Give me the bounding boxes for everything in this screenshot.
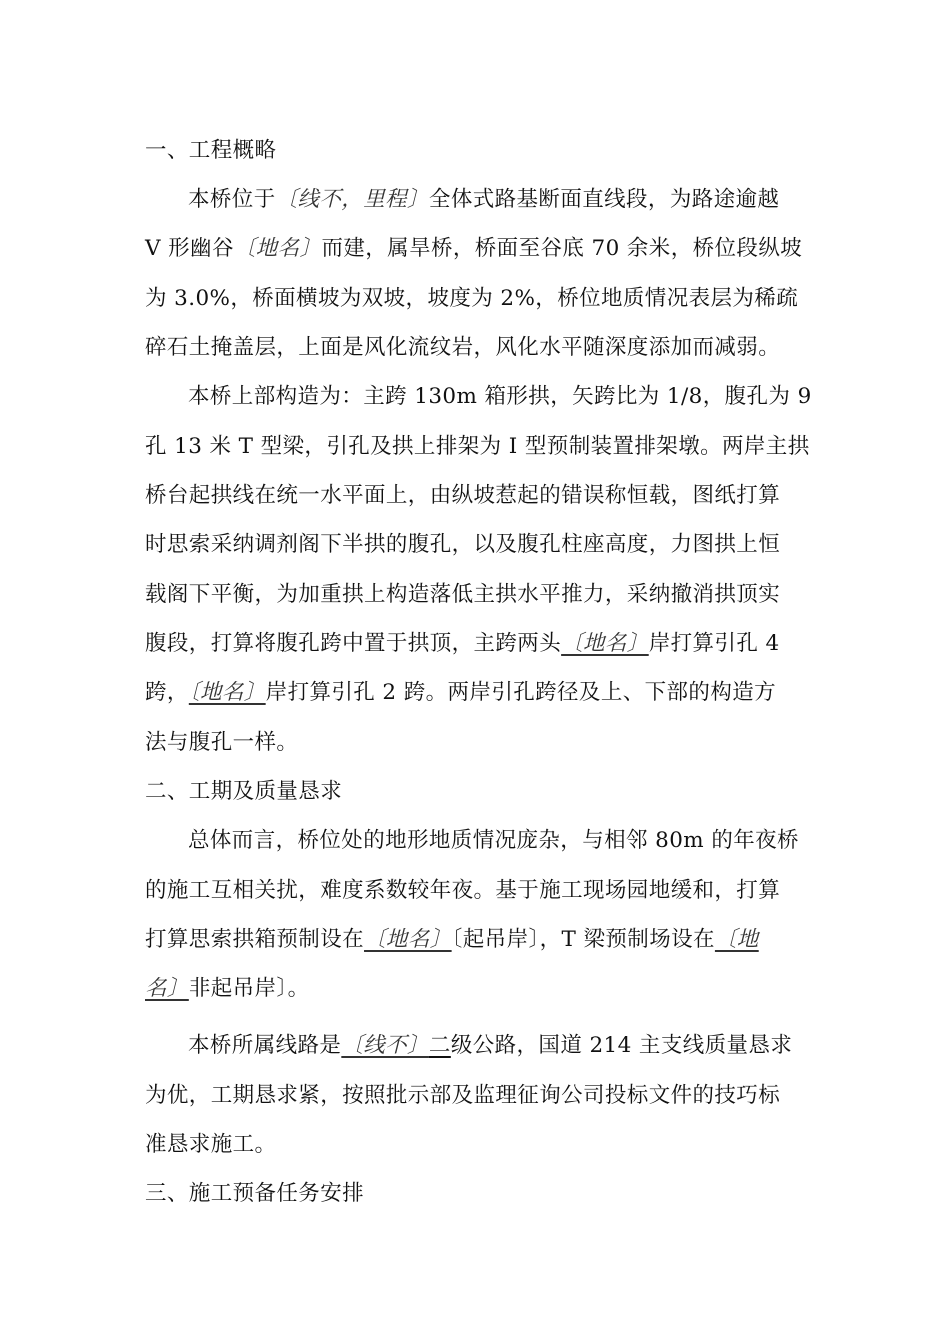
paragraph-line: 载阁下平衡，为加重拱上构造落低主拱水平推力，采纳撤消拱顶实 bbox=[145, 582, 781, 607]
text: 跨， bbox=[145, 680, 189, 705]
section-heading-3: 三、施工预备任务安排 bbox=[145, 1181, 365, 1206]
placeholder-place-name-part2: 名〕 bbox=[145, 976, 189, 1001]
text: 全体式路基断面直线段，为路途逾越 bbox=[428, 187, 780, 212]
text: 本桥所属线路是 bbox=[188, 1033, 342, 1058]
section-heading-1: 一、工程概略 bbox=[145, 138, 277, 163]
placeholder-place-name: 〔地名〕 bbox=[188, 680, 266, 705]
paragraph-line bbox=[188, 185, 815, 215]
paragraph-line: 孔 13 米 T 型梁，引孔及拱上排架为 I 型预制装置排架墩。两岸主拱 bbox=[145, 434, 810, 459]
paragraph-line: 的施工互相关扰，难度系数较年夜。基于施工现场园地缓和，打算 bbox=[145, 878, 781, 903]
paragraph-line bbox=[145, 234, 815, 264]
paragraph-line: 为优，工期恳求紧，按照批示部及监理征询公司投标文件的技巧标 bbox=[145, 1083, 781, 1108]
paragraph-line: 总体而言，桥位处的地形地质情况庞杂，与相邻 80m 的年夜桥 bbox=[188, 828, 799, 853]
text: 打算思索拱箱预制设在 bbox=[145, 927, 365, 952]
paragraph-line bbox=[145, 925, 815, 955]
placeholder-place-name: 〔地名〕 bbox=[364, 927, 452, 952]
placeholder-place-name: 〔地名〕 bbox=[233, 236, 322, 261]
text: 岸打算引孔 4 bbox=[648, 631, 780, 656]
paragraph-line: 碎石土掩盖层，上面是风化流纹岩，风化水平随深度添加而减弱。 bbox=[145, 335, 781, 360]
paragraph-line: 准恳求施工。 bbox=[145, 1132, 277, 1157]
placeholder-route-mileage: 〔线不，里程〕 bbox=[275, 187, 429, 212]
placeholder-place-name: 〔地名〕 bbox=[561, 631, 649, 656]
paragraph-line bbox=[188, 1031, 815, 1061]
text: 本桥位于 bbox=[188, 187, 276, 212]
text: 岸打算引孔 2 跨。两岸引孔跨径及上、下部的构造方 bbox=[265, 680, 777, 705]
text: 〔起吊岸〕，T 梁预制场设在 bbox=[451, 927, 715, 952]
paragraph-line bbox=[145, 678, 815, 708]
placeholder-place-name-part1: 〔地 bbox=[714, 927, 759, 952]
text: 非起吊岸〕。 bbox=[188, 976, 310, 1001]
text: V 形幽谷 bbox=[145, 236, 234, 261]
section-heading-2: 二、工期及质量恳求 bbox=[145, 779, 343, 804]
paragraph-line: 桥台起拱线在统一水平面上，由纵坡惹起的错误称恒载，图纸打算 bbox=[145, 483, 781, 508]
paragraph-line: 时思索采纳调剂阁下半拱的腹孔，以及腹孔柱座高度，力图拱上恒 bbox=[145, 532, 781, 557]
paragraph-line: 为 3.0%，桥面横坡为双坡，坡度为 2%，桥位地质情况表层为稀疏 bbox=[145, 286, 799, 311]
text: 腹段，打算将腹孔跨中置于拱顶，主跨两头 bbox=[145, 631, 562, 656]
paragraph-line bbox=[145, 974, 815, 1004]
paragraph-line bbox=[145, 629, 815, 659]
text: 而建，属旱桥，桥面至谷底 70 余米，桥位段纵坡 bbox=[321, 236, 803, 261]
paragraph-line: 本桥上部构造为：主跨 130m 箱形拱，矢跨比为 1/8，腹孔为 9 bbox=[188, 384, 812, 409]
text: 级公路，国道 214 主支线质量恳求 bbox=[450, 1033, 793, 1058]
text: 二 bbox=[428, 1033, 451, 1058]
paragraph-line: 法与腹孔一样。 bbox=[145, 730, 299, 755]
placeholder-route: 〔线不〕 bbox=[341, 1033, 429, 1058]
